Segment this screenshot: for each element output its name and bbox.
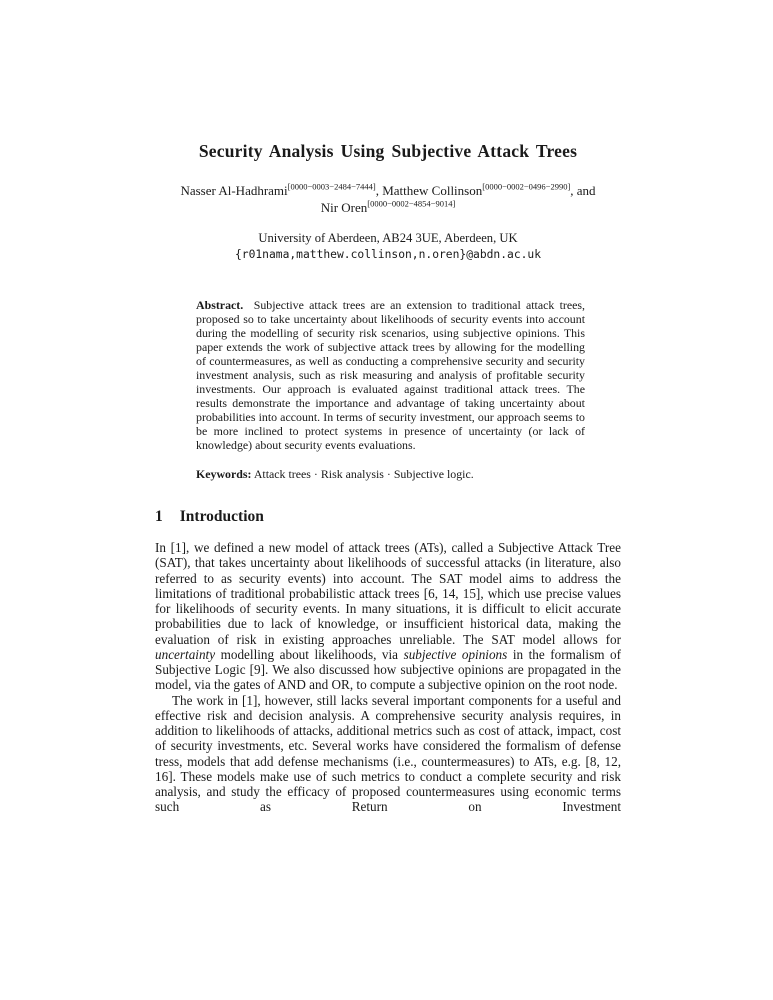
paper-content [155, 0, 621, 815]
paper-title: Security Analysis Using Subjective Attack Trees [198, 141, 578, 161]
keywords-text: Attack trees · Risk analysis · Subjective logic. [253, 467, 474, 481]
paragraph-1: In [1], we defined a new model of attack trees (ATs), called a Subjective Attack Tree (SAT), that takes uncertainty about likelihoods of successful attacks (in literature, also referred to as security events) into account. The SAT model aims to address the limitations of traditional probabilistic attack trees [6, 14, 15], which use precise values for likelihoods of security events. In many situations, it is difficult to elicit accurate probabilities due to lack of knowledge, or insufficient historical data, making the evaluation of risk in existing approaches unreliable. The SAT model allows for uncertainty modelling about likelihoods, via subjective opinions in the formalism of Subjective Logic [9]. We also discussed how subjective opinions are propagated in the model, via the gates of AND and OR, to compute a subjective opinion on the root node. [155, 540, 622, 693]
keywords-label: Keywords: [196, 467, 252, 481]
keywords [196, 467, 585, 481]
section-number: 1 [155, 508, 163, 525]
abstract-label: Abstract. [196, 298, 244, 312]
email-address: {r01nama,matthew.collinson,n.oren}@abdn.ac.uk [234, 248, 542, 261]
paragraph-2: The work in [1], however, still lacks several important components for a useful and effective risk and decision analysis. A comprehensive security analysis requires, in addition to likelihoods of attacks, additional metrics such as cost of attack, impact, cost of security investments, etc. Several works have considered the formalism of defense tress, models that add defense mechanisms (i.e., countermeasures) to ATs, e.g. [8, 12, 16]. These models make use of such metrics to conduct a complete security and risk analysis, and study the efficacy of proposed countermeasures using economic terms such as Return on Investment [155, 692, 621, 815]
authors-line: Nasser Al-Hadhrami[0000−0003−2484−7444], Matthew Collinson[0000−0002−0496−2990], and Nir Oren[0000−0002−4854−9014] [180, 181, 596, 215]
section-title: Introduction [179, 508, 264, 525]
abstract-text: Subjective attack trees are an extension to traditional attack trees, proposed so to take uncertainty about likelihoods of security events into account during the modelling of security risk scenarios, using subjective opinions. This paper extends the work of subjective attack trees by allowing for the modelling of countermeasures, as well as conducting a comprehensive security and security investment analysis, such as risk measuring and analysis of profitable security investments. Our approach is evaluated against traditional attack trees. The results demonstrate the importance and advantage of taking uncertainty about probabilities into account. In terms of security investment, our approach seems to be more inclined to protect systems in presence of uncertainty (or lack of knowledge) about security events evaluations. [196, 298, 586, 452]
section-heading [155, 508, 621, 526]
abstract [196, 298, 585, 452]
affiliation: University of Aberdeen, AB24 3UE, Aberdeen, UK [258, 231, 518, 245]
